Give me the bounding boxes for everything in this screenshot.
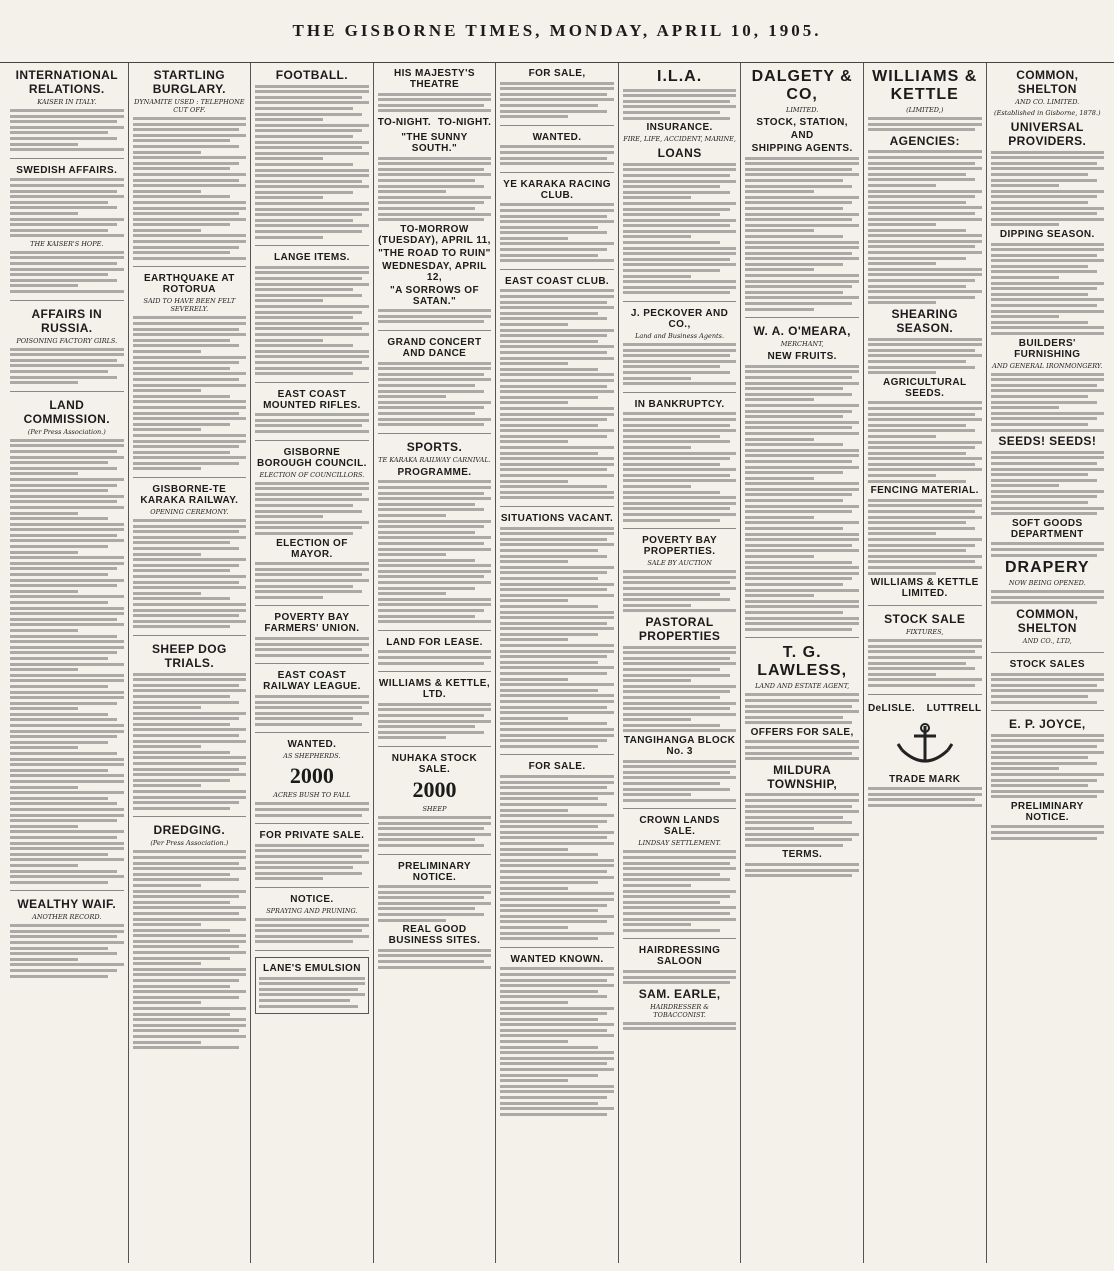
subheadline: THE KAISER'S HOPE. (30, 239, 104, 248)
column-9 (987, 63, 1109, 1263)
headline: MILDURA TOWNSHIP, (767, 762, 838, 791)
classified-club (500, 276, 614, 507)
headline: FOR PRIVATE SALE. (259, 830, 365, 842)
sheep-caption: SHEEP (422, 804, 447, 813)
subheadline: FIXTURES, (905, 628, 944, 637)
headline: LAND FOR LEASE. (386, 636, 483, 648)
body-text (991, 590, 1105, 604)
headline: DALGETY & CO, (751, 68, 853, 103)
ad-joyce (991, 717, 1105, 846)
subheadline: (Per Press Association.) (150, 839, 229, 848)
headline: DREDGING. (153, 823, 226, 838)
ad-lanes-emulsion (255, 957, 369, 1014)
subheadline: SPRAYING AND PRUNING. (266, 907, 358, 915)
ad-lawless (745, 644, 859, 883)
ad-wanted-shepherds (255, 739, 369, 824)
ad-omeara (745, 324, 859, 638)
headline: AGENCIES: (889, 133, 960, 148)
subheadline: SAID TO HAVE BEEN FELT SEVERELY. (143, 297, 236, 314)
headline: AFFAIRS IN RUSSIA. (31, 306, 103, 335)
programme-list (378, 480, 492, 623)
article-dredging (133, 823, 247, 1055)
body-text (868, 787, 982, 807)
body-text (255, 413, 369, 433)
headline: WANTED. (532, 131, 582, 143)
headline: SEEDS! SEEDS! (998, 434, 1097, 449)
headline: WILLIAMS & KETTLE LIMITED. (870, 577, 979, 600)
headline: WANTED KNOWN. (510, 953, 604, 965)
body-text (378, 650, 492, 664)
anchor-icon (890, 722, 960, 768)
body-text (623, 1022, 737, 1031)
headline: STOCK, STATION, (756, 117, 848, 128)
headline: PASTORAL PROPERTIES (638, 614, 721, 643)
body-text (500, 775, 614, 940)
classified-racing-club (500, 179, 614, 270)
body-text (868, 401, 982, 482)
tonight-label: TO-NIGHT. (377, 116, 432, 128)
body-text (255, 637, 369, 657)
article-lange-items (255, 252, 369, 382)
body-text (745, 157, 859, 311)
headline: STOCK SALE (884, 612, 966, 627)
headline: ELECTION OF MAYOR. (276, 537, 348, 560)
headline: SHEEP DOG TRIALS. (151, 641, 227, 670)
programme-head: PROGRAMME. (397, 466, 472, 478)
headline: DRAPERY (1004, 559, 1090, 577)
headline: LANGE ITEMS. (273, 252, 350, 264)
body-text (991, 734, 1105, 799)
body-text (500, 967, 614, 1115)
headline: YE KARAKA RACING CLUB. (503, 178, 611, 201)
headline: SPORTS. (406, 439, 463, 454)
brand-right: LUTTRELL (926, 702, 982, 714)
column-1 (6, 63, 129, 1263)
headline: SHIPPING AGENTS. (751, 143, 853, 154)
body-text (623, 970, 737, 984)
body-text (259, 977, 365, 1008)
body-text (133, 117, 247, 260)
brand-row (868, 701, 982, 716)
headline: TANGIHANGA BLOCK No. 3 (623, 735, 736, 758)
article-farmers-union (255, 612, 369, 664)
subheadline: AND CO. LIMITED. (1015, 98, 1080, 106)
body-text (623, 760, 737, 802)
body-text (255, 802, 369, 816)
body-text (623, 646, 737, 733)
body-text (745, 793, 859, 846)
column-6 (619, 63, 742, 1263)
play-title: "A SORROWS OF SATAN." (389, 284, 479, 307)
body-text (378, 885, 492, 922)
subheadline: NOW BEING OPENED. (1008, 579, 1086, 588)
body-text (255, 482, 369, 535)
headline: STOCK SALES (1009, 659, 1085, 670)
subheadline: AND GENERAL IRONMONGERY. (992, 361, 1103, 370)
acres-figure: 2000 (289, 763, 334, 789)
headline: HAIRDRESSING SALOON (638, 945, 721, 968)
subheadline: ANOTHER RECORD. (32, 913, 102, 922)
headline: EAST COAST CLUB. (504, 275, 610, 287)
play-title: "THE ROAD TO RUIN" (378, 247, 491, 259)
subheadline: LINDSAY SETTLEMENT. (638, 839, 721, 848)
body-text (991, 151, 1105, 227)
body-text (133, 316, 247, 470)
body-text (378, 949, 492, 969)
ad-stock-sale-fixtures (868, 612, 982, 694)
columns (6, 63, 1108, 1263)
body-text (255, 844, 369, 881)
subheadline: POISONING FACTORY GIRLS. (16, 336, 118, 345)
ad-crown-lands (623, 815, 737, 939)
headline: NUHAKA STOCK SALE. (391, 752, 478, 775)
headline: PRELIMINARY NOTICE. (1010, 800, 1084, 823)
body-text (500, 527, 614, 748)
established-line: (Established in Gisborne, 1878.) (994, 109, 1101, 117)
article-wealthy-waif (10, 897, 124, 984)
masthead (0, 0, 1114, 63)
body-text (255, 918, 369, 943)
headline: OFFERS FOR SALE, (750, 726, 854, 738)
subheadline: MERCHANT, (780, 340, 824, 349)
ad-williams-kettle-main (868, 68, 982, 606)
notice-bankruptcy (623, 399, 737, 529)
anchor-trademark (868, 722, 982, 768)
body-text (378, 309, 492, 323)
masthead-title: THE GISBORNE TIMES, MONDAY, APRIL 10, 1905. (292, 21, 822, 40)
body-text (868, 338, 982, 375)
subheadline: (Per Press Association.) (27, 427, 106, 436)
headline: FOR SALE, (528, 68, 586, 79)
headline: WILLIAMS & KETTLE, LTD. (378, 678, 490, 701)
headline: UNIVERSAL PROVIDERS. (1008, 120, 1087, 148)
brand-left: DeLISLE. (867, 702, 916, 714)
headline: PRELIMINARY NOTICE. (398, 860, 471, 883)
headline: POVERTY BAY FARMERS' UNION. (264, 612, 360, 635)
body-text (133, 673, 247, 810)
ad-ila (623, 68, 737, 302)
headline: HIS MAJESTY'S THEATRE (394, 68, 475, 90)
subheadline: FIRE, LIFE, ACCIDENT, MARINE, (623, 135, 736, 144)
column-2 (129, 63, 252, 1263)
subheadline: ELECTION OF COUNCILLORS. (259, 470, 365, 479)
body-text (745, 365, 859, 631)
classified-situations (500, 513, 614, 755)
classified-wanted (500, 132, 614, 173)
headline: SHEARING SEASON. (891, 307, 958, 335)
headline: COMMON, SHELTON (1016, 68, 1079, 96)
headline: T. G. LAWLESS, (757, 644, 848, 680)
article-football (255, 68, 369, 246)
ad-poverty-bay-properties (623, 535, 737, 809)
headline: NEW FRUITS. (767, 351, 837, 363)
article-startling-burglary (133, 68, 247, 267)
ad-grand-concert (378, 337, 492, 434)
body-text (255, 266, 369, 375)
ad-delisle-luttrell (868, 701, 982, 814)
body-text (378, 93, 492, 113)
headline: W. A. O'MEARA, (753, 324, 851, 339)
date-line: WEDNESDAY, APRIL 12, (382, 260, 487, 283)
subheadline: Land and Business Agents. (635, 332, 725, 340)
body-text (623, 343, 737, 385)
body-text (10, 439, 124, 884)
subheadline: AS SHEPHERDS. (283, 752, 341, 761)
headline: I.L.A. (657, 68, 703, 85)
trade-mark-label: TRADE MARK (889, 773, 961, 785)
subheadline: HAIRDRESSER & TOBACCONIST. (650, 1002, 710, 1019)
headline: INSURANCE. (646, 122, 713, 134)
article-railway-league (255, 670, 369, 733)
headline: FOR SALE. (528, 761, 586, 773)
body-text (378, 703, 492, 740)
subheadline: LAND AND ESTATE AGENT, (755, 682, 850, 691)
body-text (623, 570, 737, 612)
body-text (868, 117, 982, 131)
ad-preliminary-notice (378, 861, 492, 976)
ad-private-sale (255, 830, 369, 888)
ad-williams-kettle (378, 678, 492, 747)
body-text (500, 145, 614, 165)
article-earthquake-rotorua (133, 273, 247, 478)
headline: J. PECKOVER AND CO., (630, 308, 729, 330)
body-text (745, 863, 859, 877)
body-text (991, 373, 1105, 432)
headline: SOFT GOODS DEPARTMENT (1010, 517, 1084, 540)
column-3 (251, 63, 374, 1263)
body-text (991, 451, 1105, 516)
play-title: "THE SUNNY SOUTH." (401, 131, 468, 154)
agencies-list (868, 150, 982, 304)
headline: LAND COMMISSION. (23, 397, 110, 426)
headline: BUILDERS' FURNISHING (1014, 337, 1081, 360)
body-text (10, 924, 124, 977)
headline: POVERTY BAY PROPERTIES. (642, 535, 718, 558)
column-5 (496, 63, 619, 1263)
headline: SAM. EARLE, (638, 986, 721, 1001)
headline: EARTHQUAKE AT ROTORUA (143, 273, 235, 296)
subheadline: AND CO., LTD, (1022, 637, 1072, 645)
ad-sam-earle (623, 945, 737, 1037)
headline: DIPPING SEASON. (999, 228, 1095, 240)
body-text (745, 693, 859, 724)
headline: SWEDISH AFFAIRS. (16, 164, 118, 176)
headline: IN BANKRUPTCY. (634, 398, 725, 410)
headline: E. P. JOYCE, (1008, 717, 1086, 732)
article-affairs-in-russia (10, 307, 124, 392)
article-sheep-dog-trials (133, 642, 247, 817)
headline: TERMS. (782, 849, 823, 861)
article-land-commission (10, 398, 124, 892)
body-text (991, 542, 1105, 556)
ad-dalgety (745, 68, 859, 318)
body-text (10, 348, 124, 385)
body-text (10, 109, 124, 151)
body-text (623, 850, 737, 931)
body-text (868, 499, 982, 575)
column-7 (741, 63, 864, 1263)
body-text (500, 289, 614, 499)
subheadline: OPENING CEREMONY. (150, 508, 229, 517)
ad-nuhaka-stock-sale (378, 753, 492, 855)
ad-peckover (623, 308, 737, 393)
headline: WILLIAMS & KETTLE (872, 68, 978, 103)
ad-common-shelton (991, 68, 1105, 653)
body-text (868, 639, 982, 687)
body-text (991, 243, 1105, 336)
article-international-relations (10, 68, 124, 159)
headline: EAST COAST RAILWAY LEAGUE. (263, 670, 361, 693)
subheadline: LIMITED. (786, 106, 819, 114)
acres-caption: ACRES BUSH TO FALL (273, 791, 351, 800)
tonight-row (378, 115, 492, 130)
body-text (378, 362, 492, 427)
article-mounted-rifles (255, 389, 369, 441)
body-text (378, 816, 492, 847)
body-text (623, 163, 737, 295)
article-borough-council (255, 447, 369, 607)
body-text (10, 251, 124, 293)
classified-for-sale (500, 68, 614, 126)
headline: INTERNATIONAL RELATIONS. (15, 68, 118, 96)
body-text (255, 695, 369, 726)
subheadline: KAISER IN ITALY. (37, 98, 97, 106)
body-text (133, 850, 247, 1049)
headline: SITUATIONS VACANT. (500, 513, 614, 524)
classified-wanted-known (500, 954, 614, 1123)
body-text (623, 89, 737, 120)
ad-sports (378, 440, 492, 631)
headline: FENCING MATERIAL. (870, 485, 979, 497)
body-text (991, 673, 1105, 704)
ad-stock-sales (991, 659, 1105, 711)
headline: REAL GOOD BUSINESS SITES. (388, 924, 481, 947)
body-text (991, 825, 1105, 839)
headline: WANTED. (287, 739, 337, 751)
headline: AND (790, 130, 814, 141)
headline: WEALTHY WAIF. (17, 897, 117, 912)
ad-his-majestys-theatre (378, 68, 492, 331)
headline: NOTICE. (290, 894, 334, 905)
body-text (500, 82, 614, 119)
body-text (255, 85, 369, 239)
body-text (133, 519, 247, 628)
classified-for-sale-2 (500, 761, 614, 947)
headline: AGRICULTURAL SEEDS. (882, 376, 967, 399)
subheadline: (LIMITED,) (906, 106, 944, 114)
headline: CROWN LANDS SALE. (639, 815, 720, 838)
subheadline: DYNAMITE USED : TELEPHONE CUT OFF. (134, 98, 245, 114)
tonight-label: TO-NIGHT. (437, 116, 492, 128)
body-text (623, 412, 737, 521)
headline: GRAND CONCERT AND DANCE (387, 337, 482, 360)
headline: GISBORNE-TE KARAKA RAILWAY. (140, 484, 239, 507)
headline: EAST COAST MOUNTED RIFLES. (263, 388, 361, 411)
headline: COMMON, SHELTON (1016, 607, 1079, 635)
article-railway (133, 484, 247, 636)
subheadline: SALE BY AUCTION (647, 559, 712, 568)
headline: LOANS (657, 146, 702, 161)
column-8 (864, 63, 987, 1263)
body-text (500, 203, 614, 262)
ad-land-for-lease (378, 637, 492, 672)
sheep-figure: 2000 (412, 776, 457, 802)
headline: LANE'S EMULSION (262, 962, 361, 974)
ad-notice-pruning (255, 894, 369, 951)
body-text (745, 740, 859, 760)
subheadline: TE KARAKA RAILWAY CARNIVAL. (378, 455, 491, 464)
column-4 (374, 63, 497, 1263)
headline: GISBORNE BOROUGH COUNCIL. (257, 446, 367, 469)
body-text (255, 562, 369, 599)
cast-list (378, 157, 492, 222)
body-text (10, 178, 124, 237)
article-swedish-affairs (10, 165, 124, 301)
date-line: TO-MORROW (TUESDAY), APRIL 11, (378, 223, 491, 246)
headline: FOOTBALL. (275, 68, 349, 82)
headline: STARTLING BURGLARY. (152, 68, 226, 96)
